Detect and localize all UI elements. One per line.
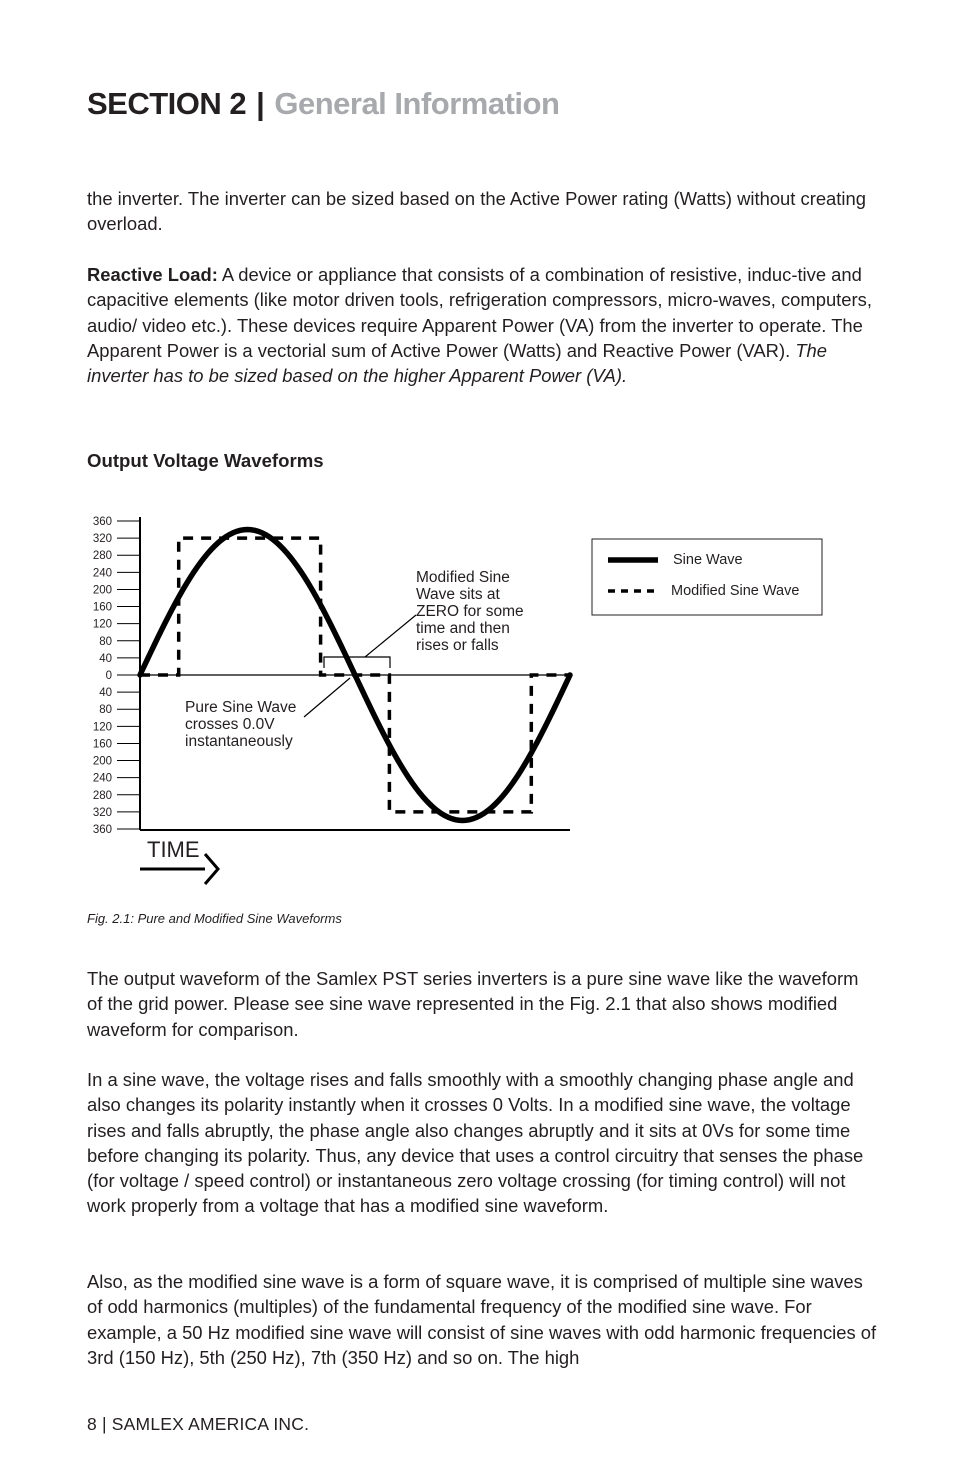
y-tick-label: 280: [92, 789, 112, 802]
time-label: TIME: [147, 837, 200, 862]
y-tick-label: 320: [92, 533, 112, 546]
section-title: General Information: [274, 86, 560, 121]
section-header: [87, 86, 559, 122]
y-tick-label: 160: [92, 738, 112, 751]
y-tick-label: 80: [99, 635, 112, 648]
annotation-modified-pointer: [365, 615, 416, 657]
annotation-modified-line-2: Wave sits at: [416, 586, 500, 603]
y-tick-label: 40: [99, 687, 112, 700]
y-tick-label: 200: [92, 755, 112, 768]
y-tick-label: 240: [92, 772, 112, 785]
reactive-load-term: Reactive Load:: [87, 264, 218, 285]
y-tick-label: 0: [105, 670, 112, 682]
reactive-load-text: A device or appliance that consists of a combination of resistive, induc-tive and capacitive elements (like motor driven tools, refrigeration compressors, micro-waves, computers, audio/ video etc.). These devices require Apparent Power (VA) from the inverter to operate. The Apparent Power is a vectorial sum of Active Power (Watts) and Reactive Power (VAR).: [87, 264, 872, 361]
annotation-modified-line-3: ZERO for some: [416, 603, 524, 620]
chart-legend: [592, 539, 822, 615]
y-tick-label: 80: [99, 704, 112, 717]
paragraph-reactive-load: [87, 262, 877, 388]
y-tick-label: 120: [92, 618, 112, 631]
legend-modified-label: Modified Sine Wave: [671, 583, 800, 599]
y-tick-label: 120: [92, 721, 112, 734]
reactive-load-emphasis: The inverter has to be sized based on the higher Apparent Power (VA).: [87, 339, 828, 387]
paragraph-intro: the inverter. The inverter can be sized based on the Active Power rating (Watts) without creating overload.: [87, 188, 866, 235]
figure-caption: Fig. 2.1: Pure and Modified Sine Waveforms: [87, 911, 342, 926]
paragraph-harmonics: Also, as the modified sine wave is a form of square wave, it is comprised of multiple sine waves of odd harmonics (multiples) of the fundamental frequency of the modified sine wave. For example, a 50 Hz modified sine wave will consist of sine waves with odd harmonic frequencies of 3rd (150 Hz), 5th (250 Hz), 7th (350 Hz) and so on. The high: [87, 1271, 877, 1368]
annotation-modified-line-5: rises or falls: [416, 637, 499, 654]
y-axis-ticks: [93, 516, 140, 836]
annotation-pure-crossing: [185, 678, 350, 750]
time-arrow-head: [205, 854, 218, 884]
annotation-pure-line-1: Pure Sine Wave: [185, 699, 297, 716]
paragraph-output-waveform: The output waveform of the Samlex PST series inverters is a pure sine wave like the waveform of the grid power. Please see sine wave represented in the Fig. 2.1 that also shows modified waveform for comparison.: [87, 968, 859, 1040]
legend-box: [592, 539, 822, 615]
annotation-modified-zero: [324, 569, 524, 668]
annotation-pure-line-3: instantaneously: [185, 733, 293, 750]
time-axis-label: [140, 837, 218, 884]
header-separator: |: [256, 86, 265, 121]
y-tick-label: 40: [99, 652, 112, 665]
output-voltage-heading: Output Voltage Waveforms: [87, 450, 324, 471]
annotation-modified-line-4: time and then: [416, 620, 510, 637]
y-tick-label: 240: [92, 567, 112, 580]
y-tick-label: 360: [92, 824, 112, 836]
y-tick-label: 320: [92, 806, 112, 819]
annotation-modified-line-1: Modified Sine: [416, 569, 510, 586]
y-tick-label: 200: [92, 584, 112, 597]
legend-sine-label: Sine Wave: [673, 552, 743, 568]
y-tick-label: 280: [92, 550, 112, 563]
section-number: SECTION 2: [87, 86, 247, 121]
y-tick-label: 160: [92, 601, 112, 614]
waveform-chart: [80, 505, 840, 895]
y-tick-label: 360: [92, 516, 112, 528]
annotation-modified-bracket: [324, 657, 390, 668]
page-footer: 8 | SAMLEX AMERICA INC.: [87, 1414, 310, 1434]
paragraph-sine-vs-modified: In a sine wave, the voltage rises and falls smoothly with a smoothly changing phase angle and also changes its polarity instantly when it crosses 0 Volts. In a modified sine wave, the voltage rises and falls abruptly, the phase angle also changes abruptly and it sits at 0Vs for some time before changing its polarity. Thus, any device that uses a control circuitry that senses the phase (for voltage / speed control) or instantaneous zero voltage crossing (for timing control) will not work properly from a voltage that has a modified sine waveform.: [87, 1069, 864, 1217]
annotation-pure-pointer: [304, 678, 350, 717]
annotation-pure-line-2: crosses 0.0V: [185, 716, 275, 733]
